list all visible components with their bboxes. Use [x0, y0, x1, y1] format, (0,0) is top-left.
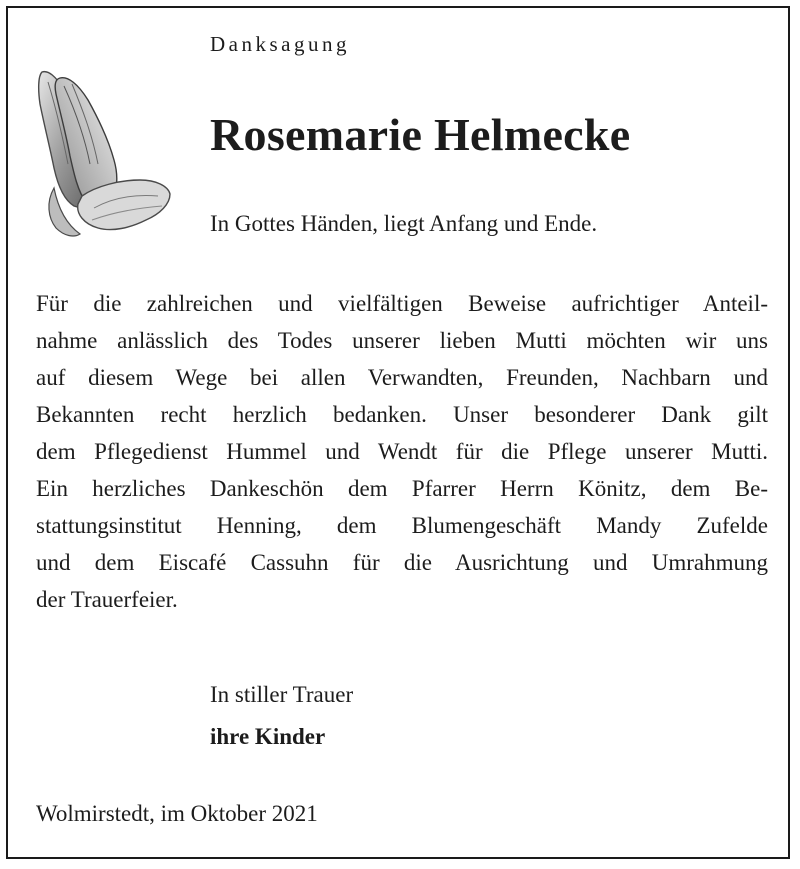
deceased-name: Rosemarie Helmecke: [210, 109, 631, 160]
closing-phrase: In stiller Trauer: [210, 682, 354, 707]
paragraph-line: Ein herzliches Dankeschön dem Pfarrer Herrn Könitz, dem Be-: [36, 476, 768, 501]
signature: ihre Kinder: [210, 724, 326, 749]
paragraph-line: nahme anlässlich des Todes unserer lieben Mutti möchten wir uns: [36, 328, 768, 353]
paragraph-line: und dem Eiscafé Cassuhn für die Ausrichtung und Umrahmung: [36, 550, 768, 575]
paragraph-line: Bekannten recht herzlich bedanken. Unser besonderer Dank gilt: [36, 402, 768, 427]
paragraph-line: Für die zahlreichen und vielfältigen Beweise aufrichtiger Anteil-: [36, 291, 768, 316]
motto: In Gottes Händen, liegt Anfang und Ende.: [210, 211, 598, 236]
paragraph-line: stattungsinstitut Henning, dem Blumengeschäft Mandy Zufelde: [36, 513, 768, 538]
notice-heading: Danksagung: [210, 32, 350, 56]
paragraph-line: dem Pflegedienst Hummel und Wendt für die Pflege unserer Mutti.: [36, 439, 768, 464]
thanks-paragraph: [36, 285, 768, 618]
paragraph-line: der Trauerfeier.: [36, 587, 178, 612]
place-date: Wolmirstedt, im Oktober 2021: [36, 801, 318, 826]
paragraph-line: auf diesem Wege bei allen Verwandten, Freunden, Nachbarn und: [36, 365, 768, 390]
praying-hands-icon: [34, 68, 172, 240]
